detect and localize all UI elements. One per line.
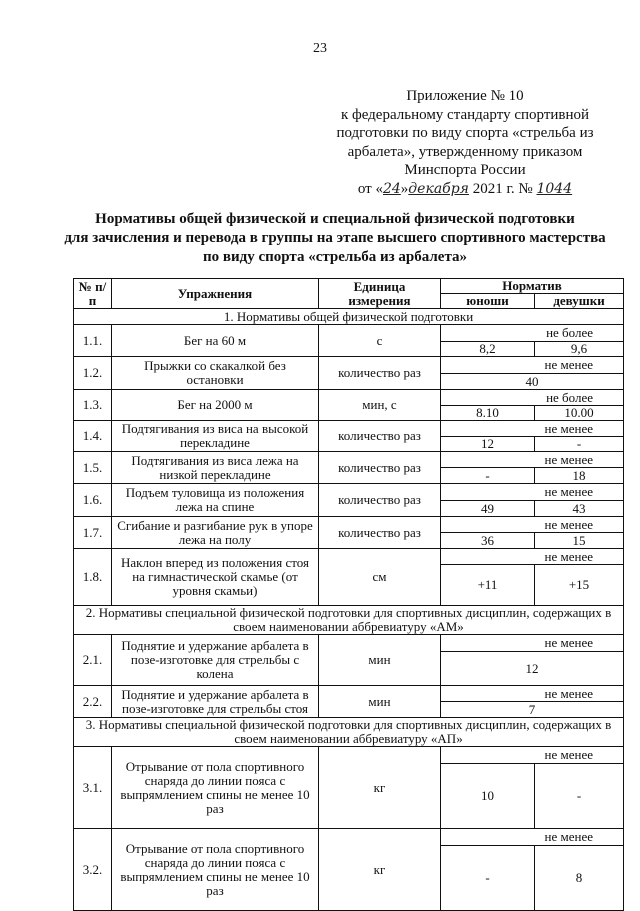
row-condition: не менее xyxy=(441,686,624,702)
section-title: 1. Нормативы общей физической подготовки xyxy=(74,309,624,325)
row-value-girls: 8 xyxy=(535,846,624,911)
row-num: 1.7. xyxy=(74,517,112,549)
row-exercise: Отрывание от пола спортивного снаряда до линии пояса с выпрямлением спины не менее 10 раз xyxy=(112,747,319,829)
row-num: 3.1. xyxy=(74,747,112,829)
row-unit: количество раз xyxy=(319,357,441,390)
row-exercise: Отрывание от пола спортивного снаряда до линии пояса с выпрямлением спины не менее 10 раз xyxy=(112,829,319,911)
row-value-girls: 9,6 xyxy=(535,342,624,357)
row-num: 1.8. xyxy=(74,549,112,606)
table-row xyxy=(74,517,624,533)
header-num: № п/п xyxy=(74,279,112,309)
table-row xyxy=(74,390,624,406)
row-condition: не менее xyxy=(441,357,624,374)
row-num: 2.1. xyxy=(74,635,112,686)
row-exercise: Прыжки со скакалкой без остановки xyxy=(112,357,319,390)
row-exercise: Подтягивания из виса на высокой перекладине xyxy=(112,421,319,452)
row-unit: кг xyxy=(319,829,441,911)
row-num: 1.5. xyxy=(74,452,112,484)
row-unit: кг xyxy=(319,747,441,829)
row-exercise: Сгибание и разгибание рук в упоре лежа на полу xyxy=(112,517,319,549)
row-exercise: Наклон вперед из положения стоя на гимнастической скамье (от уровня скамьи) xyxy=(112,549,319,606)
row-num: 1.6. xyxy=(74,484,112,517)
row-unit: мин xyxy=(319,635,441,686)
header-exercise: Упражнения xyxy=(112,279,319,309)
appendix-line: Минспорта России xyxy=(404,162,526,178)
row-value-boys: 49 xyxy=(441,501,535,517)
row-value-girls: - xyxy=(535,764,624,829)
row-condition: не менее xyxy=(441,452,624,468)
row-exercise: Поднятие и удержание арбалета в позе-изготовке для стрельбы стоя xyxy=(112,686,319,718)
row-unit: с xyxy=(319,325,441,357)
table-row xyxy=(74,357,624,374)
table-row xyxy=(74,325,624,342)
appendix-date: от «24»декабря 2021 г. № 1044 xyxy=(357,180,573,197)
row-exercise: Подтягивания из виса лежа на низкой перекладине xyxy=(112,452,319,484)
row-unit: мин, с xyxy=(319,390,441,421)
row-unit: см xyxy=(319,549,441,606)
header-unit: Единица измерения xyxy=(319,279,441,309)
row-unit: количество раз xyxy=(319,421,441,452)
row-value-girls: 18 xyxy=(535,468,624,484)
row-condition: не менее xyxy=(441,829,624,846)
row-value-boys: 8,2 xyxy=(441,342,535,357)
row-value-boys: 8.10 xyxy=(441,406,535,421)
row-value: 7 xyxy=(441,702,624,718)
row-value: 40 xyxy=(441,374,624,390)
row-value-girls: +15 xyxy=(535,565,624,606)
row-unit: количество раз xyxy=(319,517,441,549)
row-num: 1.4. xyxy=(74,421,112,452)
row-value-girls: - xyxy=(535,437,624,452)
table-row xyxy=(74,747,624,764)
table-row xyxy=(74,421,624,437)
row-exercise: Поднятие и удержание арбалета в позе-изготовке для стрельбы с колена xyxy=(112,635,319,686)
row-condition: не менее xyxy=(441,635,624,652)
header-norm: Норматив xyxy=(441,279,624,294)
row-unit: количество раз xyxy=(319,484,441,517)
table-row xyxy=(74,549,624,565)
handwritten-month: декабря xyxy=(408,180,469,197)
handwritten-day: 24 xyxy=(382,180,401,197)
table-row xyxy=(74,686,624,702)
page-number: 23 xyxy=(313,41,327,56)
row-exercise: Бег на 60 м xyxy=(112,325,319,357)
row-condition: не менее xyxy=(441,747,624,764)
row-condition: не более xyxy=(441,390,624,406)
appendix-line: подготовки по виду спорта «стрельба из xyxy=(336,125,594,141)
row-value-boys: - xyxy=(441,468,535,484)
row-unit: мин xyxy=(319,686,441,718)
appendix-line: арбалета», утвержденному приказом xyxy=(347,143,583,160)
row-num: 1.2. xyxy=(74,357,112,390)
appendix-line: к федеральному стандарту спортивной xyxy=(340,106,590,123)
table-row xyxy=(74,484,624,501)
row-value-girls: 43 xyxy=(535,501,624,517)
row-exercise: Подъем туловища из положения лежа на спине xyxy=(112,484,319,517)
appendix-line: Приложение № 10 xyxy=(406,88,524,104)
row-unit: количество раз xyxy=(319,452,441,484)
row-value-girls: 10.00 xyxy=(535,406,624,421)
table-row xyxy=(74,635,624,652)
row-value-boys: - xyxy=(441,846,535,911)
header-girls: девушки xyxy=(535,294,624,309)
row-condition: не менее xyxy=(441,549,624,565)
row-value-boys: 36 xyxy=(441,533,535,549)
row-num: 1.1. xyxy=(74,325,112,357)
row-condition: не более xyxy=(441,325,624,342)
section-title: 2. Нормативы специальной физической подготовки для спортивных дисциплин, содержащих в своем наименовании аббревиатуру «АМ» xyxy=(74,606,624,635)
row-num: 2.2. xyxy=(74,686,112,718)
row-num: 3.2. xyxy=(74,829,112,911)
header-boys: юноши xyxy=(441,294,535,309)
row-num: 1.3. xyxy=(74,390,112,421)
row-value: 12 xyxy=(441,652,624,686)
appendix-block xyxy=(330,87,600,198)
row-condition: не менее xyxy=(441,517,624,533)
norms-table xyxy=(73,278,624,911)
handwritten-number: 1044 xyxy=(536,180,573,197)
row-condition: не менее xyxy=(441,484,624,501)
row-value-girls: 15 xyxy=(535,533,624,549)
section-title: 3. Нормативы специальной физической подготовки для спортивных дисциплин, содержащих в своем наименовании аббревиатуру «АП» xyxy=(74,718,624,747)
table-row xyxy=(74,829,624,846)
row-exercise: Бег на 2000 м xyxy=(112,390,319,421)
row-value-boys: 10 xyxy=(441,764,535,829)
row-condition: не менее xyxy=(441,421,624,437)
row-value-boys: 12 xyxy=(441,437,535,452)
document-title: Нормативы общей физической и специальной физической подготовки для зачисления и перевода в группы на этапе высшего спортивного мастерства по виду спорта «стрельба из арбалета» xyxy=(64,211,606,265)
table-row xyxy=(74,452,624,468)
row-value-boys: +11 xyxy=(441,565,535,606)
